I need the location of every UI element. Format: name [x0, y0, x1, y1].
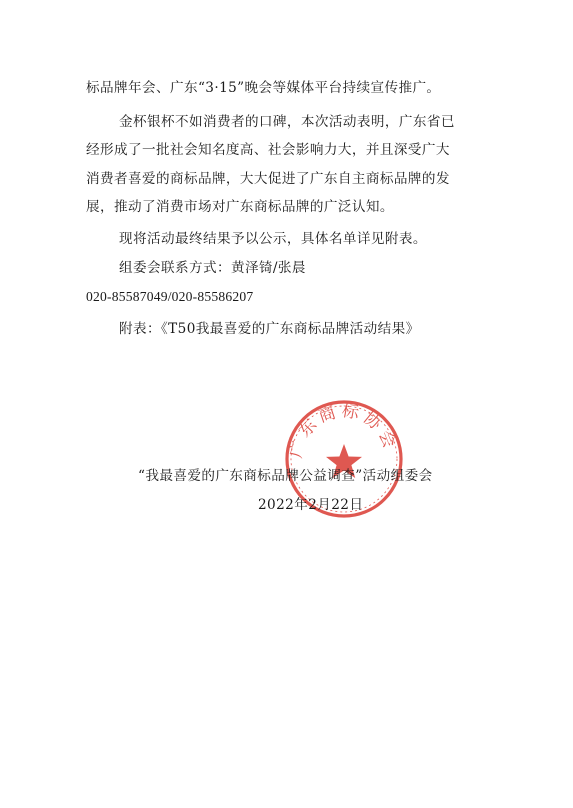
paragraph-line: 金杯银杯不如消费者的口碑，本次活动表明，广东省已 [119, 114, 455, 130]
paragraph-line: 现将活动最终结果予以公示，具体名单详见附表。 [119, 231, 427, 247]
contact-phone: 020-85587049/020-85586207 [86, 289, 254, 304]
paragraph-line: 消费者喜爱的商标品牌，大大促进了广东自主商标品牌的发 [86, 171, 450, 187]
organizer-signature: “我最喜爱的广东商标品牌公益调查”活动组委会 [138, 468, 433, 484]
signature-date: 2022年2月22日 [258, 497, 364, 513]
paragraph-line: 标品牌年会、广东“3·15”晚会等媒体平台持续宣传推广。 [86, 80, 441, 96]
paragraph-line: 经形成了一批社会知名度高、社会影响力大，并且深受广大 [86, 142, 450, 158]
contact-line: 组委会联系方式：黄泽锜/张晨 [119, 260, 306, 276]
svg-text:广东商标协会: 广东商标协会 [286, 400, 401, 461]
attachment-line: 附表：《T50我最喜爱的广东商标品牌活动结果》 [119, 321, 420, 337]
paragraph-line: 展，推动了消费市场对广东商标品牌的广泛认知。 [86, 199, 394, 215]
